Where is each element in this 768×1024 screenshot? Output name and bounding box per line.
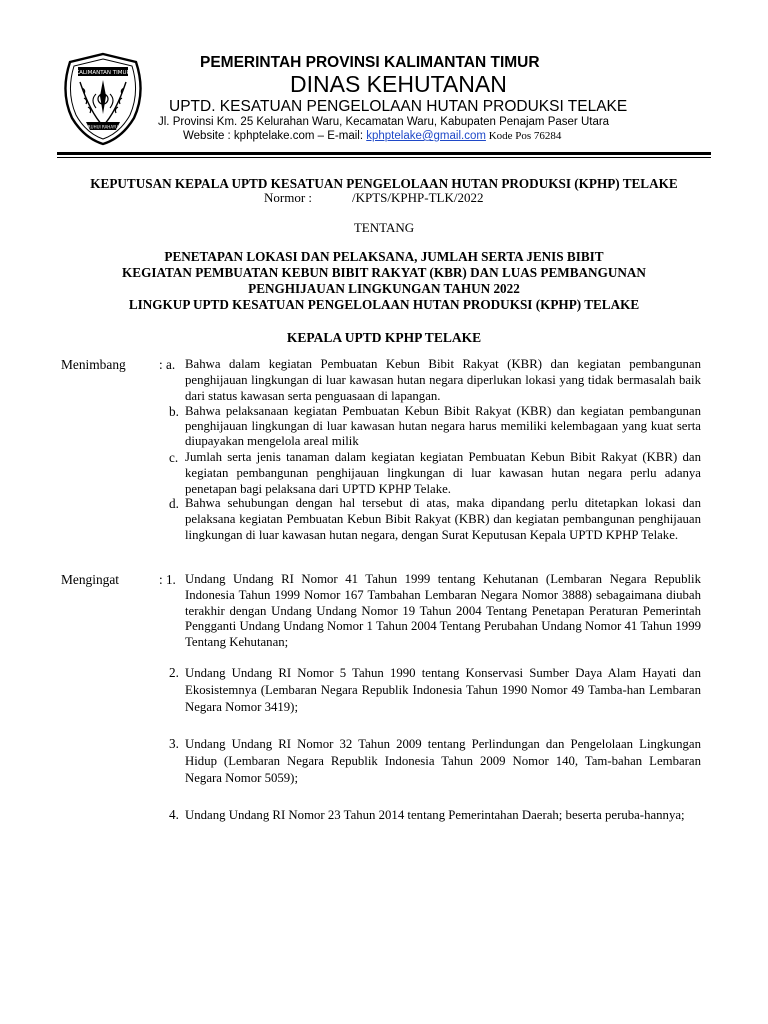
contact-line bbox=[183, 130, 561, 142]
subject-line: PENGHIJAUAN LINGKUNGAN TAHUN 2022 bbox=[248, 281, 520, 296]
letterhead-divider-thin bbox=[57, 157, 711, 158]
mengingat-item-2: Undang Undang RI Nomor 5 Tahun 1990 tentang Konservasi Sumber Daya Alam Hayati dan Ekosistemnya (Lembaran Negara Republik Indonesia Tahun 1990 Nomor 49 Tamba-han Lembaran Negara Nomor 3419); bbox=[185, 666, 701, 714]
menimbang-item-b: Bahwa pelaksanaan kegiatan Pembuatan Kebun Bibit Rakyat (KBR) dan kegiatan pembangunan penghijauan lingkungan di luar kawasan hutan negara harus memiliki kelembagaan yang kuat serta diupayakan mengelola areal milik bbox=[185, 404, 701, 448]
department-name: DINAS KEHUTANAN bbox=[290, 71, 507, 97]
subject-line: PENETAPAN LOKASI DAN PELAKSANA, JUMLAH SERTA JENIS BIBIT bbox=[164, 249, 604, 264]
menimbang-marker-c: c. bbox=[169, 450, 179, 465]
number-label: Normor : bbox=[264, 190, 313, 205]
official-heading: KEPALA UPTD KPHP TELAKE bbox=[286, 330, 482, 345]
decree-number bbox=[264, 190, 483, 206]
menimbang-item-a: Bahwa dalam kegiatan Pembuatan Kebun Bibit Rakyat (KBR) dan kegiatan pembangunan penghijauan lingkungan di luar kawasan hutan negara diperlukan lokasi yang tidak bermasalah baik dari status kawasan serta penguasaan di lapangan. bbox=[185, 357, 701, 403]
mengingat-marker-1: : 1. bbox=[159, 572, 176, 587]
mengingat-item-4: Undang Undang RI Nomor 23 Tahun 2014 tentang Pemerintahan Daerah; beserta peruba-hannya; bbox=[185, 808, 685, 822]
mengingat-item-1: Undang Undang RI Nomor 41 Tahun 1999 tentang Kehutanan (Lembaran Negara Republik Indonesia Tahun 1999 Nomor 167 Tambahan Lembaran Negara Nomor 3888) sebagaimana diubah terakhir dengan Undang Undang Nomor 19 Tahun 2004 Tentang Penetapan Peraturan Pemerintah Pengganti Undang Undang Nomor 1 Tahun 2004 Tentang Perubahan Undang Nomor 41 Tahun 1999 Tentang Kehutanan; bbox=[185, 572, 701, 650]
menimbang-item-c: Jumlah serta jenis tanaman dalam kegiatan kegiatan Pembuatan Kebun Bibit Rakyat (KBR) dan kegiatan pembangunan penghijauan lingkungan di luar kawasan hutan negara perlu adanya penetapan bagi pelaksana dari UPTD KPHP Telake. bbox=[185, 450, 701, 496]
about-heading: TENTANG bbox=[353, 220, 415, 235]
postcode-text: Kode Pos 76284 bbox=[485, 130, 562, 142]
svg-text:RUHUI RAHAYU: RUHUI RAHAYU bbox=[87, 124, 119, 130]
subject-line: KEGIATAN PEMBUATAN KEBUN BIBIT RAKYAT (KBR) DAN LUAS PEMBANGUNAN bbox=[122, 265, 646, 280]
subject-line: LINGKUP UPTD KESATUAN PENGELOLAAN HUTAN PRODUKSI (KPHP) TELAKE bbox=[128, 297, 640, 312]
email-link[interactable]: kphptelake@gmail.com bbox=[366, 130, 486, 142]
menimbang-marker-a: : a. bbox=[159, 357, 176, 372]
website-text: Website : kphptelake.com – E-mail: bbox=[183, 130, 367, 142]
unit-name: UPTD. KESATUAN PENGELOLAAN HUTAN PRODUKSI TELAKE bbox=[169, 98, 628, 115]
svg-text:KALIMANTAN TIMUR: KALIMANTAN TIMUR bbox=[75, 70, 131, 76]
mengingat-marker-3: 3. bbox=[169, 736, 179, 751]
office-address: Jl. Provinsi Km. 25 Kelurahan Waru, Kecamatan Waru, Kabupaten Penajam Paser Utara bbox=[158, 116, 610, 128]
mengingat-marker-4: 4. bbox=[169, 807, 179, 822]
number-value: /KPTS/KPHP-TLK/2022 bbox=[352, 190, 484, 205]
government-name: PEMERINTAH PROVINSI KALIMANTAN TIMUR bbox=[200, 54, 540, 71]
mengingat-item-3: Undang Undang RI Nomor 32 Tahun 2009 tentang Perlindungan dan Pengelolaan Lingkungan Hidup (Lembaran Negara Republik Indonesia Tahun 2009 Nomor 140, Tam-bahan Lembaran Negara Nomor 5059); bbox=[185, 737, 701, 785]
letterhead-divider-thick bbox=[57, 152, 711, 155]
mengingat-marker-2: 2. bbox=[169, 665, 179, 680]
decree-title: KEPUTUSAN KEPALA UPTD KESATUAN PENGELOLAAN HUTAN PRODUKSI (KPHP) TELAKE bbox=[90, 176, 678, 191]
menimbang-label: Menimbang bbox=[61, 357, 126, 372]
provincial-emblem-logo bbox=[60, 52, 146, 146]
menimbang-marker-d: d. bbox=[169, 496, 179, 511]
menimbang-item-d: Bahwa sehubungan dengan hal tersebut di atas, maka dipandang perlu ditetapkan lokasi dan pelaksana kegiatan Pembuatan Kebun Bibit Rakyat (KBR) dan kegiatan pembangunan penghijauan lingkungan di luar kawasan hutan negara, dengan Surat Keputusan Kepala UPTD KPHP Telake. bbox=[185, 496, 701, 542]
menimbang-marker-b: b. bbox=[169, 404, 179, 419]
mengingat-label: Mengingat bbox=[61, 572, 120, 587]
